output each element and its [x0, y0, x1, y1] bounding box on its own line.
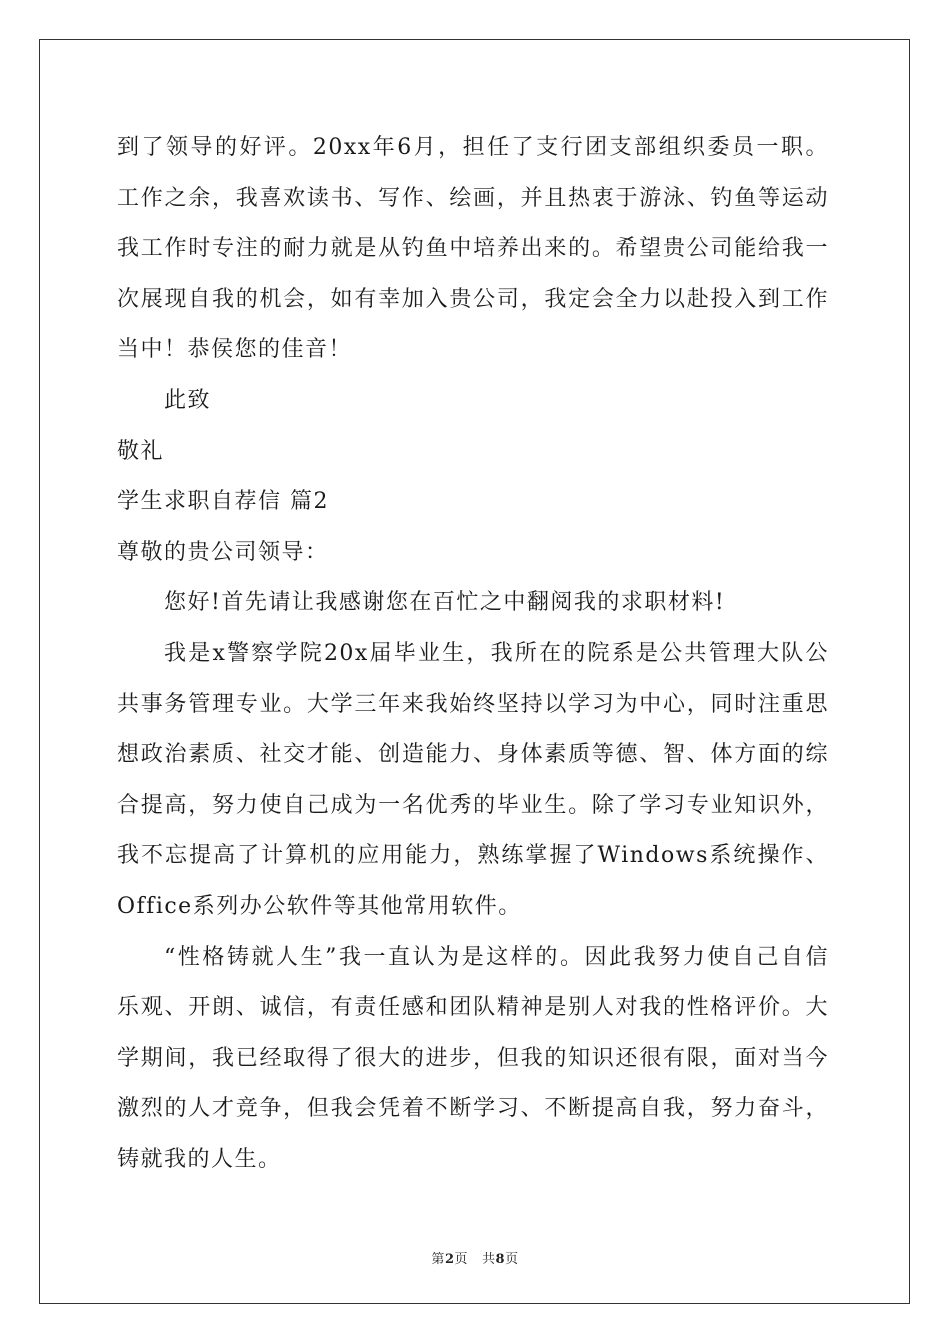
text-line: 学生求职自荐信 篇2 — [117, 489, 329, 515]
text-line: 激烈的人才竞争，但我会凭着不断学习、不断提高自我，努力奋斗， — [117, 1096, 829, 1122]
text-line: 铸就我的人生。 — [117, 1146, 282, 1172]
total-prefix: 共 — [482, 1252, 496, 1267]
text-line: 想政治素质、社交才能、创造能力、身体素质等德、智、体方面的综 — [117, 742, 829, 768]
text-line: 我工作时专注的耐力就是从钓鱼中培养出来的。希望贵公司能给我一 — [117, 236, 829, 262]
text-line: 当中！恭侯您的佳音！ — [117, 337, 353, 363]
text-line: 次展现自我的机会，如有幸加入贵公司，我定会全力以赴投入到工作 — [117, 286, 829, 312]
page-total: 8 — [495, 1252, 506, 1267]
page-suffix: 页 — [454, 1252, 468, 1267]
text-line: 尊敬的贵公司领导： — [117, 539, 329, 565]
page-prefix: 第 — [431, 1252, 445, 1267]
text-line: 到了领导的好评。20xx年6月，担任了支行团支部组织委员一职。 — [117, 135, 829, 160]
text-line: 您好!首先请让我感谢您在百忙之中翻阅我的求职材料! — [164, 590, 726, 616]
text-line: 共事务管理专业。大学三年来我始终坚持以学习为中心，同时注重思 — [117, 691, 829, 717]
text-line: 乐观、开朗、诚信，有责任感和团队精神是别人对我的性格评价。大 — [117, 995, 829, 1021]
text-line: “性格铸就人生”我一直认为是这样的。因此我努力使自己自信 — [164, 944, 829, 970]
text-line: 合提高，努力使自己成为一名优秀的毕业生。除了学习专业知识外， — [117, 792, 829, 818]
text-line: 工作之余，我喜欢读书、写作、绘画，并且热衷于游泳、钓鱼等运动 — [117, 185, 829, 211]
document-body — [117, 123, 837, 1185]
text-line: 学期间，我已经取得了很大的进步，但我的知识还很有限，面对当今 — [117, 1045, 829, 1071]
text-line: 我不忘提高了计算机的应用能力，熟练掌握了Windows系统操作、 — [117, 843, 829, 869]
text-line: 我是x警察学院20x届毕业生，我所在的院系是公共管理大队公 — [164, 640, 829, 666]
page-footer — [0, 1248, 950, 1267]
total-suffix: 页 — [505, 1252, 519, 1267]
text-line: 敬礼 — [117, 438, 165, 464]
text-line: 此致 — [164, 387, 212, 413]
page-current: 2 — [444, 1252, 455, 1267]
text-line: Office系列办公软件等其他常用软件。 — [117, 893, 522, 919]
